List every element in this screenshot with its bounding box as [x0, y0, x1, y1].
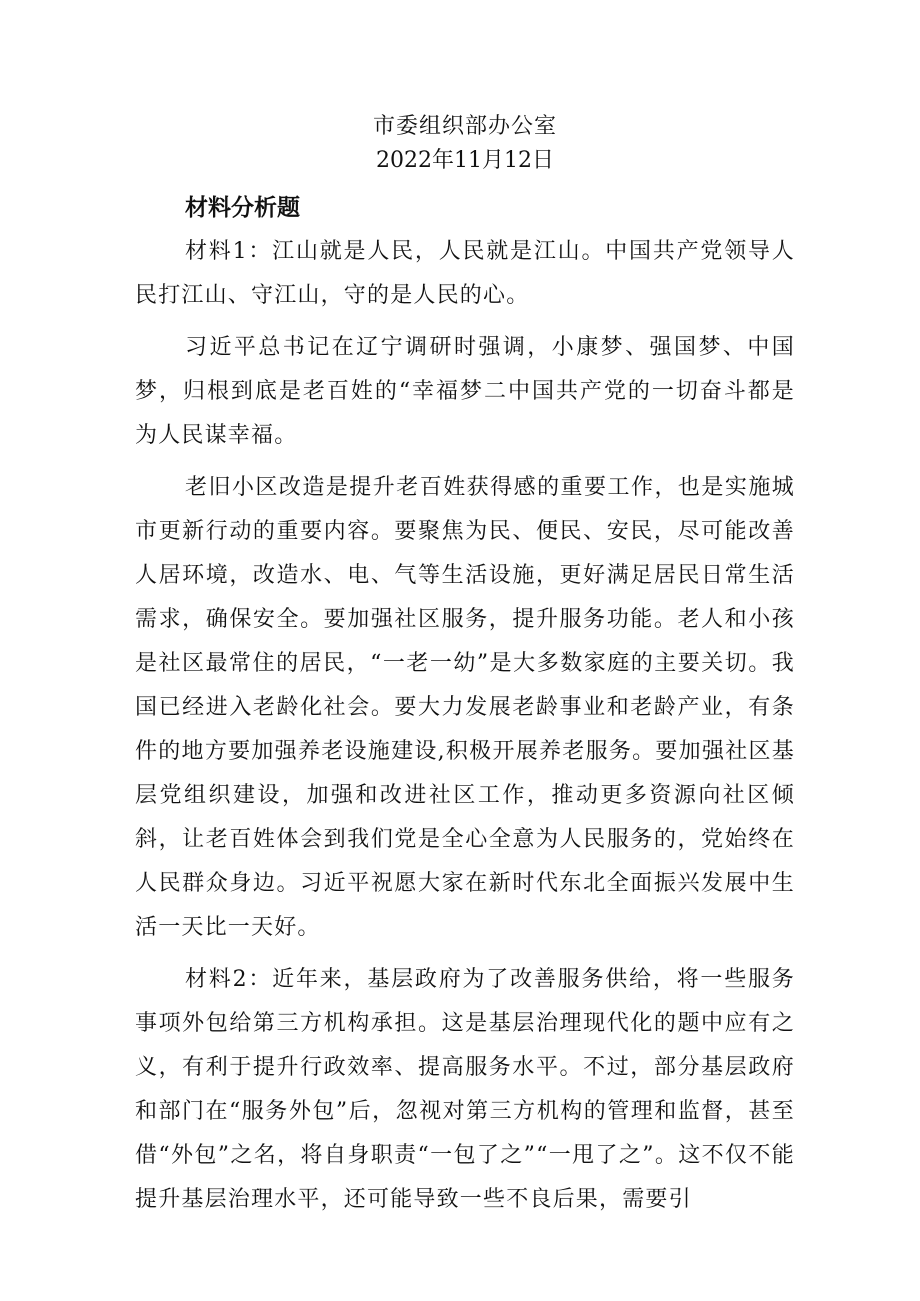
document-page: [135, 108, 795, 1230]
paragraph-material-1: 材料1：江山就是人民，人民就是江山。中国共产党领导人民打江山、守江山，守的是人民的心。: [135, 239, 795, 308]
paragraph-xi-quote: 习近平总书记在辽宁调研时强调，小康梦、强国梦、中国梦，归根到底是老百姓的“幸福梦二中国共产党的一切奋斗都是为人民谋幸福。: [135, 335, 795, 448]
signature-organization: 市委组织部办公室: [372, 114, 557, 139]
section-title: 材料分析题: [185, 195, 300, 221]
signature-date: 2022年11月12日: [376, 148, 554, 173]
paragraph-community-renovation: 老旧小区改造是提升老百姓获得感的重要工作，也是实施城市更新行动的重要内容。要聚焦为民、便民、安民，尽可能改善人居环境，改造水、电、气等生活设施，更好满足居民日常生活需求，确保安全。要加强社区服务，提升服务功能。老人和小孩是社区最常住的居民，“一老一幼”是大多数家庭的主要关切。我国已经进入老龄化社会。要大力发展老龄事业和老龄产业，有条件的地方要加强养老设施建设,积极开展养老服务。要加强社区基层党组织建设，加强和改进社区工作，推动更多资源向社区倾斜，让老百姓体会到我们党是全心全意为人民服务的，党始终在人民群众身边。习近平祝愿大家在新时代东北全面振兴发展中生活一天比一天好。: [135, 475, 795, 940]
paragraph-material-2: 材料2：近年来，基层政府为了改善服务供给，将一些服务事项外包给第三方机构承担。这是基层治理现代化的题中应有之义，有利于提升行政效率、提高服务水平。不过，部分基层政府和部门在“服务外包”后，忽视对第三方机构的管理和监督，甚至借“外包”之名，将自身职责“一包了之”“一甩了之”。这不仅不能提升基层治理水平，还可能导致一些不良后果，需要引: [135, 967, 795, 1212]
